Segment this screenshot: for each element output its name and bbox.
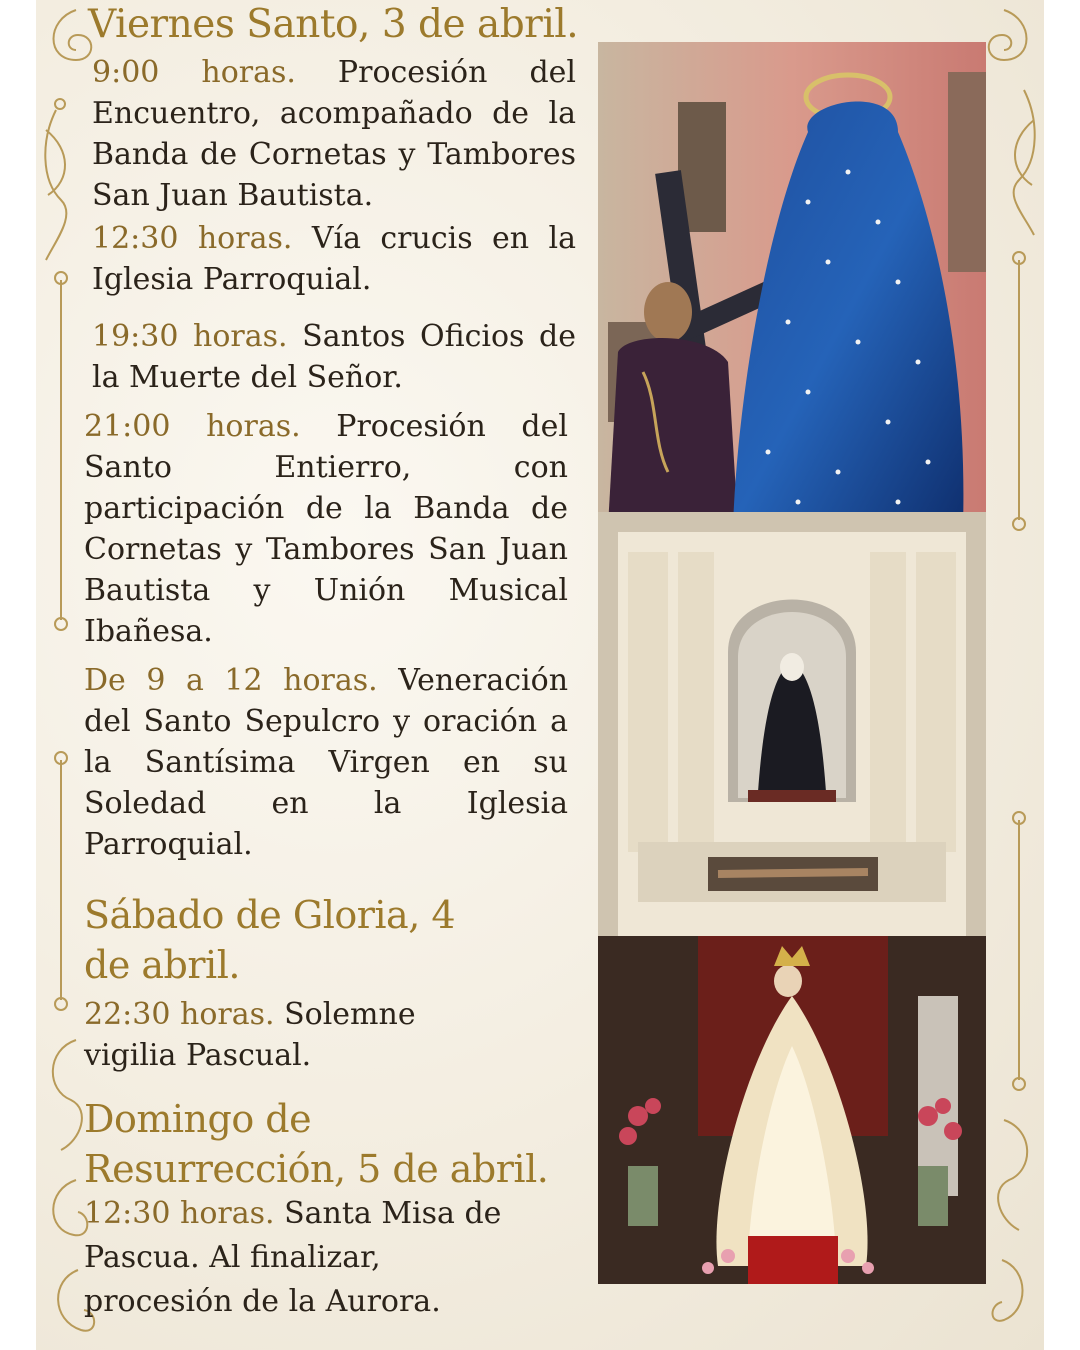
altar-virgin-soledad-photo	[598, 512, 986, 936]
viernes-heading: Viernes Santo, 3 de abril.	[88, 2, 579, 47]
photo-column	[598, 42, 986, 1284]
sabado-heading-line: Sábado de Gloria, 4	[84, 893, 456, 937]
item-time: 21:00 horas.	[84, 409, 301, 444]
schedule-item	[84, 994, 568, 1076]
procession-statues-photo	[598, 42, 986, 526]
schedule-item	[84, 1192, 568, 1324]
item-time: 9:00 horas.	[92, 55, 296, 90]
poster	[36, 0, 1044, 1350]
item-text: Procesión del Santo Entierro, con participación de la Banda de Cornetas y Tambores San Juan Bautista y Unión Musical Ibañesa.	[84, 409, 568, 649]
virgin-statue-altar-photo	[598, 936, 986, 1284]
sabado-heading	[84, 890, 568, 990]
item-text: Vía crucis en la Iglesia Parroquial.	[92, 221, 576, 297]
item-text: procesión de la Aurora.	[84, 1284, 441, 1319]
schedule-item	[92, 52, 576, 216]
item-time: 12:30 horas.	[92, 221, 293, 256]
item-text: Pascua. Al finalizar,	[84, 1240, 381, 1275]
item-text: Solemne	[284, 997, 416, 1032]
schedule-item	[84, 406, 568, 652]
item-time: 19:30 horas.	[92, 319, 288, 354]
domingo-heading-line: Resurrección, 5 de abril.	[84, 1147, 549, 1191]
domingo-heading-line: Domingo de	[84, 1097, 312, 1141]
item-time: 22:30 horas.	[84, 997, 275, 1032]
item-text: Veneración del Santo Sepulcro y oración a la Santísima Virgen en su Soledad en la Iglesia Parroquial.	[84, 663, 569, 862]
schedule-item	[92, 316, 576, 398]
item-text: Santa Misa de	[284, 1196, 502, 1231]
schedule-item	[92, 218, 576, 300]
sabado-heading-line: de abril.	[84, 943, 240, 987]
item-time: De 9 a 12 horas.	[84, 663, 378, 698]
domingo-heading	[84, 1094, 584, 1194]
item-text: vigilia Pascual.	[84, 1038, 312, 1073]
item-text: Santos Oficios de la Muerte del Señor.	[92, 319, 576, 395]
item-time: 12:30 horas.	[84, 1196, 275, 1231]
item-text: Procesión del Encuentro, acompañado de la Banda de Cornetas y Tambores San Juan Bautista.	[92, 55, 576, 213]
schedule-item	[84, 660, 568, 865]
